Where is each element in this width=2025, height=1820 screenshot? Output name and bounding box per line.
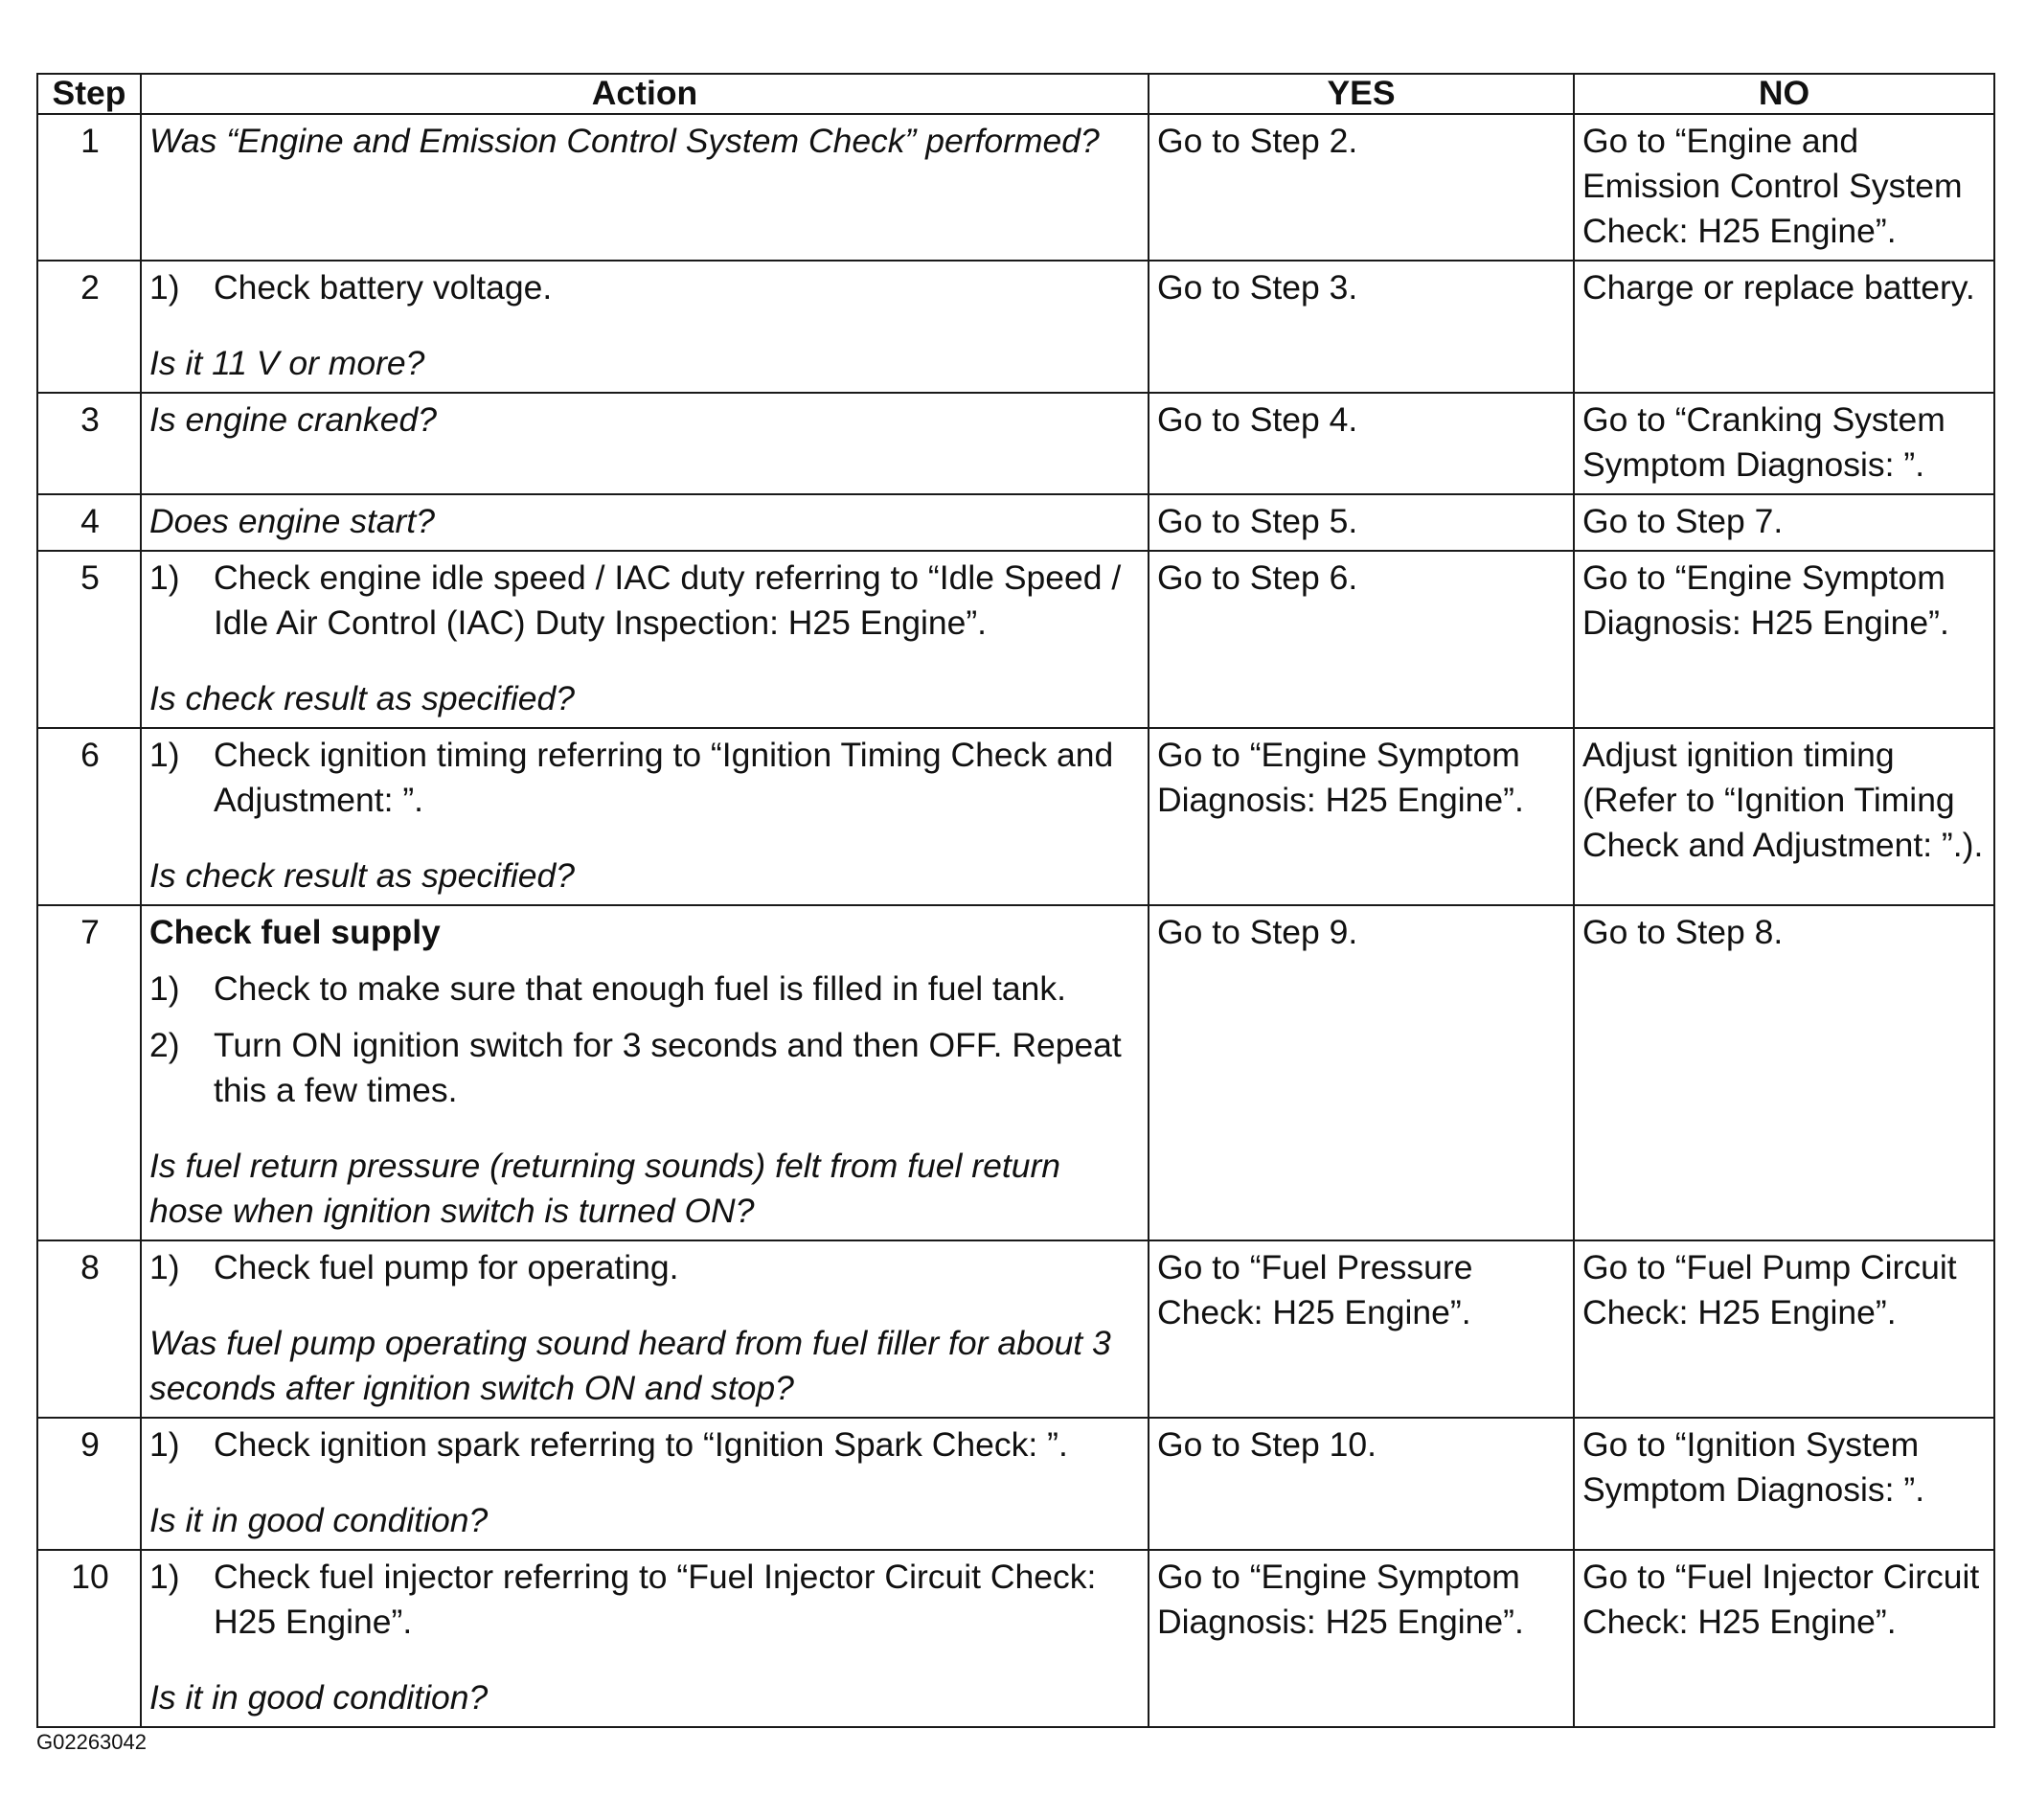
yes-cell: Go to Step 4.	[1149, 393, 1574, 494]
spacer	[149, 1645, 1142, 1675]
step-number: 6	[37, 728, 141, 905]
action-cell	[141, 905, 1149, 1240]
item-number: 1)	[149, 1558, 180, 1596]
step-number: 5	[37, 551, 141, 728]
header-no: NO	[1574, 74, 1994, 114]
action-step-item	[149, 1023, 1142, 1113]
yes-cell: Go to “Engine Symptom Diagnosis: H25 Engine”.	[1149, 1550, 1574, 1727]
table-body	[37, 114, 1994, 1727]
yes-cell: Go to “Engine Symptom Diagnosis: H25 Engine”.	[1149, 728, 1574, 905]
header-step: Step	[37, 74, 141, 114]
action-question: Was “Engine and Emission Control System Check” performed?	[149, 122, 1100, 160]
yes-cell: Go to Step 5.	[1149, 494, 1574, 551]
no-cell: Go to “Fuel Pump Circuit Check: H25 Engine”.	[1574, 1240, 1994, 1418]
item-number: 1)	[149, 969, 180, 1008]
no-cell: Go to “Cranking System Symptom Diagnosis: ”.	[1574, 393, 1994, 494]
item-text: Check fuel injector referring to “Fuel Injector Circuit Check: H25 Engine”.	[214, 1558, 1097, 1641]
item-number: 1)	[149, 558, 180, 597]
action-question: Is engine cranked?	[149, 400, 437, 439]
action-cell	[141, 261, 1149, 393]
action-question: Is fuel return pressure (returning sounds) felt from fuel return hose when ignition switch is turned ON?	[149, 1147, 1061, 1230]
table-row	[37, 551, 1994, 728]
action-question: Is check result as specified?	[149, 679, 575, 717]
table-header	[37, 74, 1994, 114]
action-question: Does engine start?	[149, 502, 435, 540]
table-row	[37, 114, 1994, 261]
table-row	[37, 261, 1994, 393]
spacer	[149, 823, 1142, 853]
action-cell	[141, 1550, 1149, 1727]
figure-id: G02263042	[36, 1730, 147, 1754]
action-step-item	[149, 967, 1142, 1012]
item-text: Check fuel pump for operating.	[214, 1248, 679, 1286]
no-cell: Charge or replace battery.	[1574, 261, 1994, 393]
diagnostic-table	[36, 73, 1995, 1728]
yes-cell: Go to Step 9.	[1149, 905, 1574, 1240]
yes-cell: Go to “Fuel Pressure Check: H25 Engine”.	[1149, 1240, 1574, 1418]
header-action: Action	[141, 74, 1149, 114]
no-cell: Go to “Ignition System Symptom Diagnosis: ”.	[1574, 1418, 1994, 1550]
table-row	[37, 728, 1994, 905]
action-cell	[141, 1240, 1149, 1418]
table-row	[37, 1550, 1994, 1727]
no-cell: Adjust ignition timing (Refer to “Ignition Timing Check and Adjustment: ”.).	[1574, 728, 1994, 905]
table-row	[37, 494, 1994, 551]
step-number: 4	[37, 494, 141, 551]
yes-cell: Go to Step 10.	[1149, 1418, 1574, 1550]
action-cell	[141, 494, 1149, 551]
step-number: 8	[37, 1240, 141, 1418]
item-number: 1)	[149, 736, 180, 774]
item-text: Check ignition spark referring to “Ignition Spark Check: ”.	[214, 1425, 1068, 1464]
item-number: 1)	[149, 268, 180, 307]
spacer	[149, 646, 1142, 676]
item-text: Turn ON ignition switch for 3 seconds and then OFF. Repeat this a few times.	[214, 1026, 1122, 1109]
action-cell	[141, 551, 1149, 728]
item-number: 1)	[149, 1425, 180, 1464]
action-step-item	[149, 1555, 1142, 1645]
action-step-item	[149, 733, 1142, 823]
no-cell: Go to Step 8.	[1574, 905, 1994, 1240]
action-step-item	[149, 1245, 1142, 1290]
spacer	[149, 955, 1142, 967]
action-step-item	[149, 556, 1142, 646]
step-number: 1	[37, 114, 141, 261]
table-row	[37, 905, 1994, 1240]
header-row	[37, 74, 1994, 114]
item-number: 2)	[149, 1026, 180, 1064]
table-row	[37, 1240, 1994, 1418]
step-number: 10	[37, 1550, 141, 1727]
action-question: Was fuel pump operating sound heard from fuel filler for about 3 seconds after ignition switch ON and stop?	[149, 1324, 1111, 1407]
step-number: 2	[37, 261, 141, 393]
item-number: 1)	[149, 1248, 180, 1286]
no-cell: Go to “Engine and Emission Control System Check: H25 Engine”.	[1574, 114, 1994, 261]
step-number: 3	[37, 393, 141, 494]
yes-cell: Go to Step 6.	[1149, 551, 1574, 728]
no-cell: Go to “Engine Symptom Diagnosis: H25 Engine”.	[1574, 551, 1994, 728]
yes-cell: Go to Step 3.	[1149, 261, 1574, 393]
spacer	[149, 1467, 1142, 1498]
yes-cell: Go to Step 2.	[1149, 114, 1574, 261]
item-text: Check battery voltage.	[214, 268, 553, 307]
action-question: Is it in good condition?	[149, 1678, 489, 1717]
action-cell	[141, 114, 1149, 261]
action-cell	[141, 393, 1149, 494]
spacer	[149, 310, 1142, 341]
no-cell: Go to Step 7.	[1574, 494, 1994, 551]
action-question: Is check result as specified?	[149, 856, 575, 895]
action-cell	[141, 1418, 1149, 1550]
action-question: Is it in good condition?	[149, 1501, 489, 1539]
spacer	[149, 1012, 1142, 1023]
spacer	[149, 1290, 1142, 1321]
action-heading: Check fuel supply	[149, 913, 441, 951]
item-text: Check to make sure that enough fuel is filled in fuel tank.	[214, 969, 1066, 1008]
table-row	[37, 1418, 1994, 1550]
action-step-item	[149, 1422, 1142, 1467]
action-step-item	[149, 265, 1142, 310]
step-number: 7	[37, 905, 141, 1240]
item-text: Check engine idle speed / IAC duty referring to “Idle Speed / Idle Air Control (IAC) Duty Inspection: H25 Engine”.	[214, 558, 1122, 642]
action-question: Is it 11 V or more?	[149, 344, 425, 382]
spacer	[149, 1113, 1142, 1144]
item-text: Check ignition timing referring to “Ignition Timing Check and Adjustment: ”.	[214, 736, 1114, 819]
step-number: 9	[37, 1418, 141, 1550]
header-yes: YES	[1149, 74, 1574, 114]
table-row	[37, 393, 1994, 494]
no-cell: Go to “Fuel Injector Circuit Check: H25 Engine”.	[1574, 1550, 1994, 1727]
action-cell	[141, 728, 1149, 905]
